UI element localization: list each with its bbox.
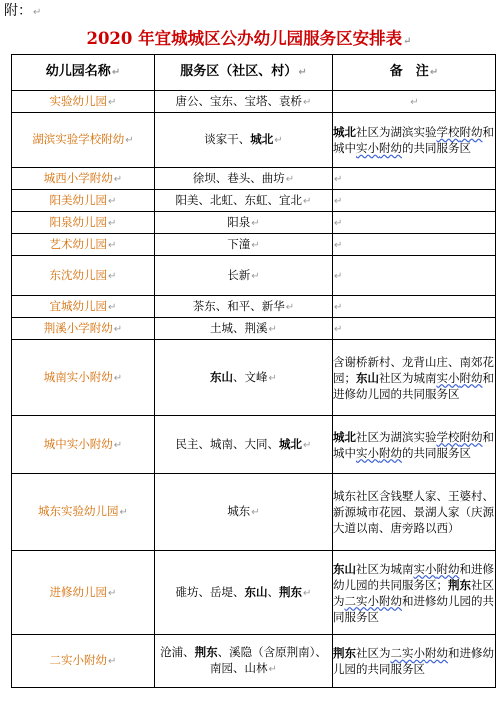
table-header-row [12, 55, 496, 91]
kindergarten-name-cell: 城中实小附幼↵ [12, 416, 155, 474]
note-cell [333, 212, 496, 234]
paragraph-mark-icon: ↵ [334, 239, 343, 251]
table-row [12, 212, 496, 234]
service-area-cell: 谈家干、城北↵ [155, 113, 333, 168]
table-row [12, 296, 496, 318]
service-area-cell: 下潼↵ [155, 234, 333, 256]
paragraph-mark-icon: ↵ [334, 173, 343, 185]
paragraph-mark-icon: ↵ [251, 270, 260, 282]
kindergarten-name-cell: 荆溪小学附幼↵ [12, 318, 155, 340]
paragraph-mark-icon: ↵ [334, 217, 343, 229]
header-cell: 备 注↵ [333, 55, 496, 91]
paragraph-mark-icon: ↵ [113, 173, 123, 185]
kindergarten-name-cell: 东沈幼儿园↵ [12, 256, 155, 296]
note-cell [333, 296, 496, 318]
kindergarten-name-cell: 城南实小附幼↵ [12, 340, 155, 416]
paragraph-mark-icon: ↵ [108, 217, 117, 229]
header-cell: 幼儿园名称↵ [12, 55, 155, 91]
service-area-cell: 唐公、宝东、宝塔、袁桥↵ [155, 91, 333, 113]
table-row [12, 91, 496, 113]
paragraph-mark-icon: ↵ [113, 372, 123, 384]
paragraph-mark-icon: ↵ [268, 664, 277, 675]
kindergarten-name-cell: 阳美幼儿园↵ [12, 190, 155, 212]
note-cell [333, 256, 496, 296]
paragraph-mark-icon: ↵ [334, 301, 343, 313]
kindergarten-name-cell: 城西小学附幼↵ [12, 168, 155, 190]
note-cell: 城北社区为湖滨实验学校附幼和城中实小附幼的共同服务区 [333, 113, 496, 168]
table-row [12, 551, 496, 635]
page-title-text: 2020 年宜城城区公办幼儿园服务区安排表 [86, 29, 403, 48]
note-cell: 东山社区为城南实小附幼和进修幼儿园的共同服务区；荆东社区为二实小附幼和进修幼儿园的共同服务区 [333, 551, 496, 635]
paragraph-mark-icon: ↵ [410, 96, 419, 108]
paragraph-mark-icon: ↵ [429, 67, 439, 78]
attachment-label [4, 2, 41, 22]
paragraph-mark-icon: ↵ [113, 439, 123, 451]
note-cell: 城北社区为湖滨实验学校附幼和城中实小附幼的共同服务区 [333, 416, 496, 474]
paragraph-mark-icon: ↵ [119, 507, 128, 518]
table-row [12, 340, 496, 416]
attachment-label-text: 附： [4, 3, 32, 19]
service-area-table [11, 54, 496, 688]
header-cell: 服务区（社区、村）↵ [155, 55, 333, 91]
service-area-cell: 茶东、和平、新华↵ [155, 296, 333, 318]
table-row [12, 474, 496, 551]
table-row [12, 416, 496, 474]
kindergarten-name-cell: 实验幼儿园↵ [12, 91, 155, 113]
paragraph-mark-icon: ↵ [298, 67, 307, 78]
paragraph-mark-icon: ↵ [108, 587, 117, 599]
paragraph-mark-icon: ↵ [33, 7, 42, 18]
paragraph-mark-icon: ↵ [108, 270, 117, 282]
service-area-cell: 沧浦、荆东、溪隐（含原荆南）、南园、山林↵ [155, 635, 333, 688]
service-area-cell: 阳美、北虹、东虹、宜北↵ [155, 190, 333, 212]
service-area-cell: 徐坝、巷头、曲坊↵ [155, 168, 333, 190]
paragraph-mark-icon: ↵ [334, 323, 343, 335]
table-row [12, 318, 496, 340]
note-cell [333, 91, 496, 113]
paragraph-mark-icon: ↵ [108, 656, 117, 667]
paragraph-mark-icon: ↵ [303, 195, 312, 207]
paragraph-mark-icon: ↵ [108, 239, 117, 251]
note-cell: 荆东社区为二实小附幼和进修幼儿园的共同服务区 [333, 635, 496, 688]
page-title [0, 28, 498, 53]
paragraph-mark-icon: ↵ [251, 507, 260, 518]
note-cell: 城东社区含钱墅人家、王婆村、新源城市花园、景湖人家（庆源大道以南、唐旁路以西） [333, 474, 496, 551]
paragraph-mark-icon: ↵ [108, 96, 117, 108]
table-row [12, 234, 496, 256]
kindergarten-name-cell: 二实小附幼↵ [12, 635, 155, 688]
table-row [12, 190, 496, 212]
kindergarten-name-cell: 城东实验幼儿园↵ [12, 474, 155, 551]
service-area-cell: 土城、荆溪↵ [155, 318, 333, 340]
table-row [12, 635, 496, 688]
paragraph-mark-icon: ↵ [303, 96, 312, 108]
kindergarten-name-cell: 进修幼儿园↵ [12, 551, 155, 635]
paragraph-mark-icon: ↵ [274, 135, 283, 146]
paragraph-mark-icon: ↵ [111, 67, 121, 78]
note-cell [333, 234, 496, 256]
paragraph-mark-icon: ↵ [303, 439, 312, 451]
service-area-cell: 阳泉↵ [155, 212, 333, 234]
paragraph-mark-icon: ↵ [285, 173, 295, 185]
paragraph-mark-icon: ↵ [303, 587, 312, 599]
kindergarten-name-cell: 宜城幼儿园↵ [12, 296, 155, 318]
paragraph-mark-icon: ↵ [251, 239, 260, 251]
kindergarten-name-cell: 湖滨实验学校附幼↵ [12, 113, 155, 168]
service-area-cell: 东山、文峰↵ [155, 340, 333, 416]
note-cell: 含谢桥新村、龙背山庄、南郊花园；东山社区为城南实小附幼和进修幼儿园的共同服务区 [333, 340, 496, 416]
table-row [12, 168, 496, 190]
paragraph-mark-icon: ↵ [285, 301, 295, 313]
note-cell [333, 318, 496, 340]
table-row [12, 256, 496, 296]
paragraph-mark-icon: ↵ [334, 195, 343, 207]
note-cell [333, 168, 496, 190]
service-area-cell: 城东↵ [155, 474, 333, 551]
paragraph-mark-icon: ↵ [268, 323, 277, 335]
paragraph-mark-icon: ↵ [251, 217, 260, 229]
service-area-cell: 长新↵ [155, 256, 333, 296]
paragraph-mark-icon: ↵ [108, 301, 117, 313]
kindergarten-name-cell: 阳泉幼儿园↵ [12, 212, 155, 234]
paragraph-mark-icon: ↵ [334, 270, 343, 282]
paragraph-mark-icon: ↵ [268, 372, 277, 384]
table-row [12, 113, 496, 168]
paragraph-mark-icon: ↵ [113, 323, 123, 335]
paragraph-mark-icon: ↵ [403, 36, 412, 47]
service-area-cell: 民主、城南、大同、城北↵ [155, 416, 333, 474]
note-cell [333, 190, 496, 212]
paragraph-mark-icon: ↵ [125, 135, 134, 146]
service-area-cell: 碓坊、岳堤、东山、荆东↵ [155, 551, 333, 635]
paragraph-mark-icon: ↵ [108, 195, 117, 207]
kindergarten-name-cell: 艺术幼儿园↵ [12, 234, 155, 256]
